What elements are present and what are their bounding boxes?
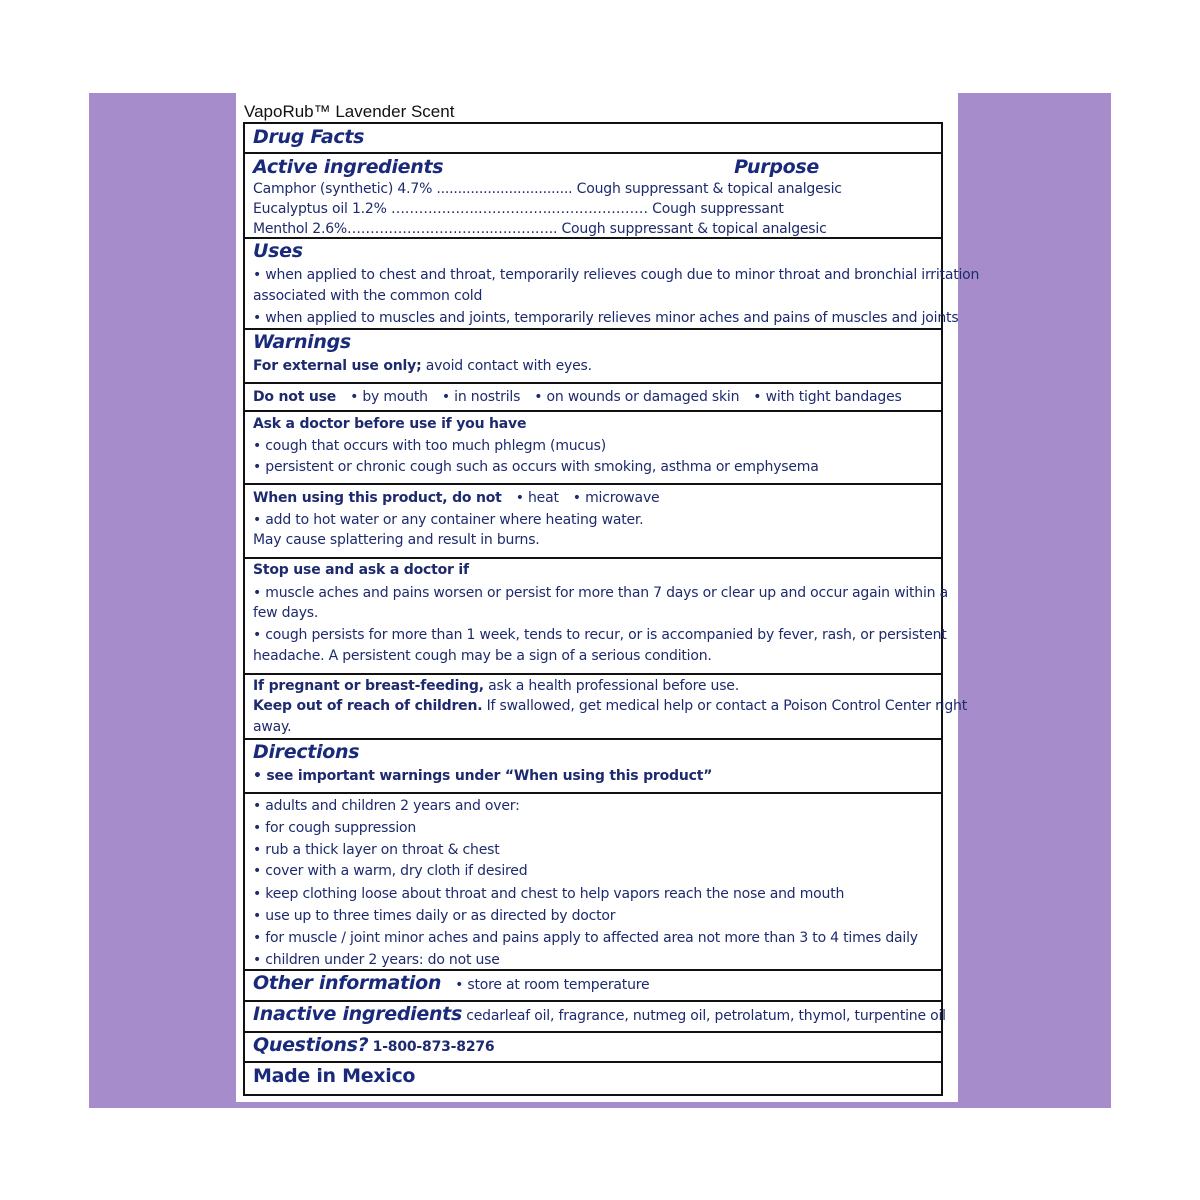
- warnings-section: [245, 328, 941, 384]
- ingredient-row: Camphor (synthetic) 4.7% ................................ Cough suppressant & topical analgesic: [253, 181, 842, 197]
- drug-facts-heading: Drug Facts: [253, 126, 365, 148]
- inactive-section: [245, 1000, 946, 1033]
- document-title: VapoRub™ Lavender Scent: [244, 102, 455, 121]
- pregnant-section: [245, 673, 967, 740]
- when-using-line: [253, 490, 659, 506]
- direction-item: • rub a thick layer on throat & chest: [253, 842, 500, 858]
- when-using-detail: May cause splattering and result in burns.: [253, 532, 540, 548]
- drug-facts-label: [236, 93, 980, 1102]
- external-use-line: [253, 358, 592, 374]
- stop-use-line: headache. A persistent cough may be a sign of a serious condition.: [253, 648, 712, 664]
- stop-use-line: • muscle aches and pains worsen or persist for more than 7 days or clear up and occur again within a: [253, 585, 948, 601]
- inactive-heading: Inactive ingredients: [253, 1003, 462, 1025]
- keep-out-bold: Keep out of reach of children.: [253, 698, 483, 714]
- when-using-label: When using this product, do not: [253, 490, 502, 506]
- stop-use-heading: Stop use and ask a doctor if: [253, 562, 469, 578]
- directions-section: [245, 738, 941, 794]
- when-using-section: [245, 483, 941, 559]
- other-info-text: • store at room temperature: [455, 977, 650, 993]
- ask-doctor-section: [245, 410, 941, 485]
- inactive-line: [253, 1003, 946, 1025]
- when-using-item: • microwave: [572, 490, 660, 506]
- ingredient-row: Menthol 2.6%…………………………..………….. Cough suppressant & topical analgesic: [253, 221, 827, 237]
- keep-out-line: [253, 698, 967, 714]
- drug-facts-header: [245, 124, 941, 154]
- keep-out-text: If swallowed, get medical help or contact a Poison Control Center right: [482, 698, 967, 714]
- do-not-use-label: Do not use: [253, 389, 337, 405]
- do-not-use-section: [245, 382, 941, 412]
- pregnant-bold: If pregnant or breast-feeding,: [253, 678, 484, 694]
- direction-item: • keep clothing loose about throat and chest to help vapors reach the nose and mouth: [253, 886, 845, 902]
- warnings-heading: Warnings: [253, 331, 351, 353]
- do-not-use-item: • in nostrils: [441, 389, 521, 405]
- made-in-text: Made in Mexico: [253, 1065, 416, 1087]
- do-not-use-line: [253, 389, 902, 405]
- stop-use-line: few days.: [253, 605, 319, 621]
- purpose-heading: Purpose: [734, 156, 819, 178]
- direction-item: • adults and children 2 years and over:: [253, 798, 520, 814]
- do-not-use-item: • on wounds or damaged skin: [534, 389, 740, 405]
- directions-heading: Directions: [253, 741, 360, 763]
- ask-doctor-heading: Ask a doctor before use if you have: [253, 416, 527, 432]
- pregnant-text: ask a health professional before use.: [483, 678, 739, 694]
- questions-heading: Questions?: [253, 1034, 369, 1056]
- external-use-text: avoid contact with eyes.: [421, 358, 592, 374]
- when-using-detail: • add to hot water or any container where heating water.: [253, 512, 644, 528]
- drug-facts-panel: [243, 122, 980, 1096]
- direction-item: • for muscle / joint minor aches and pains apply to affected area not more than 3 to 4 times daily: [253, 930, 918, 946]
- stop-use-line: • cough persists for more than 1 week, tends to recur, or is accompanied by fever, rash, or persistent: [253, 627, 947, 643]
- direction-item: • cover with a warm, dry cloth if desired: [253, 863, 528, 879]
- made-in-section: [245, 1061, 941, 1094]
- do-not-use-item: • by mouth: [350, 389, 428, 405]
- active-ingredients-heading: Active ingredients: [253, 156, 444, 178]
- uses-line: associated with the common cold: [253, 288, 483, 304]
- ingredient-row: Eucalyptus oil 1.2% ……………….…………….………………… Cough suppressant: [253, 201, 784, 217]
- uses-line: • when applied to muscles and joints, temporarily relieves minor aches and pains of muscles and joints: [253, 310, 959, 326]
- when-using-item: • heat: [515, 490, 559, 506]
- direction-item: • children under 2 years: do not use: [253, 952, 500, 968]
- direction-item: • use up to three times daily or as directed by doctor: [253, 908, 616, 924]
- keep-out-line-2: away.: [253, 719, 292, 735]
- questions-phone: 1-800-873-8276: [372, 1039, 495, 1055]
- pregnant-line: [253, 678, 739, 694]
- directions-list-section: [245, 792, 941, 971]
- other-info-section: [245, 969, 941, 1002]
- external-use-bold: For external use only;: [253, 358, 422, 374]
- uses-heading: Uses: [253, 240, 303, 262]
- other-info-line: [253, 972, 649, 994]
- ask-doctor-line: • cough that occurs with too much phlegm (mucus): [253, 438, 606, 454]
- direction-item: • for cough suppression: [253, 820, 417, 836]
- ask-doctor-line: • persistent or chronic cough such as occurs with smoking, asthma or emphysema: [253, 459, 819, 475]
- uses-line: • when applied to chest and throat, temporarily relieves cough due to minor throat and bronchial irritation: [253, 267, 980, 283]
- other-info-heading: Other information: [253, 972, 442, 994]
- do-not-use-item: • with tight bandages: [753, 389, 902, 405]
- directions-note: • see important warnings under “When using this product”: [253, 768, 713, 784]
- active-ingredients-section: [245, 152, 941, 239]
- questions-line: [253, 1034, 494, 1056]
- questions-section: [245, 1031, 941, 1063]
- uses-section: [245, 237, 980, 330]
- stop-use-section: [245, 557, 948, 675]
- inactive-text: cedarleaf oil, fragrance, nutmeg oil, petrolatum, thymol, turpentine oil: [461, 1008, 946, 1024]
